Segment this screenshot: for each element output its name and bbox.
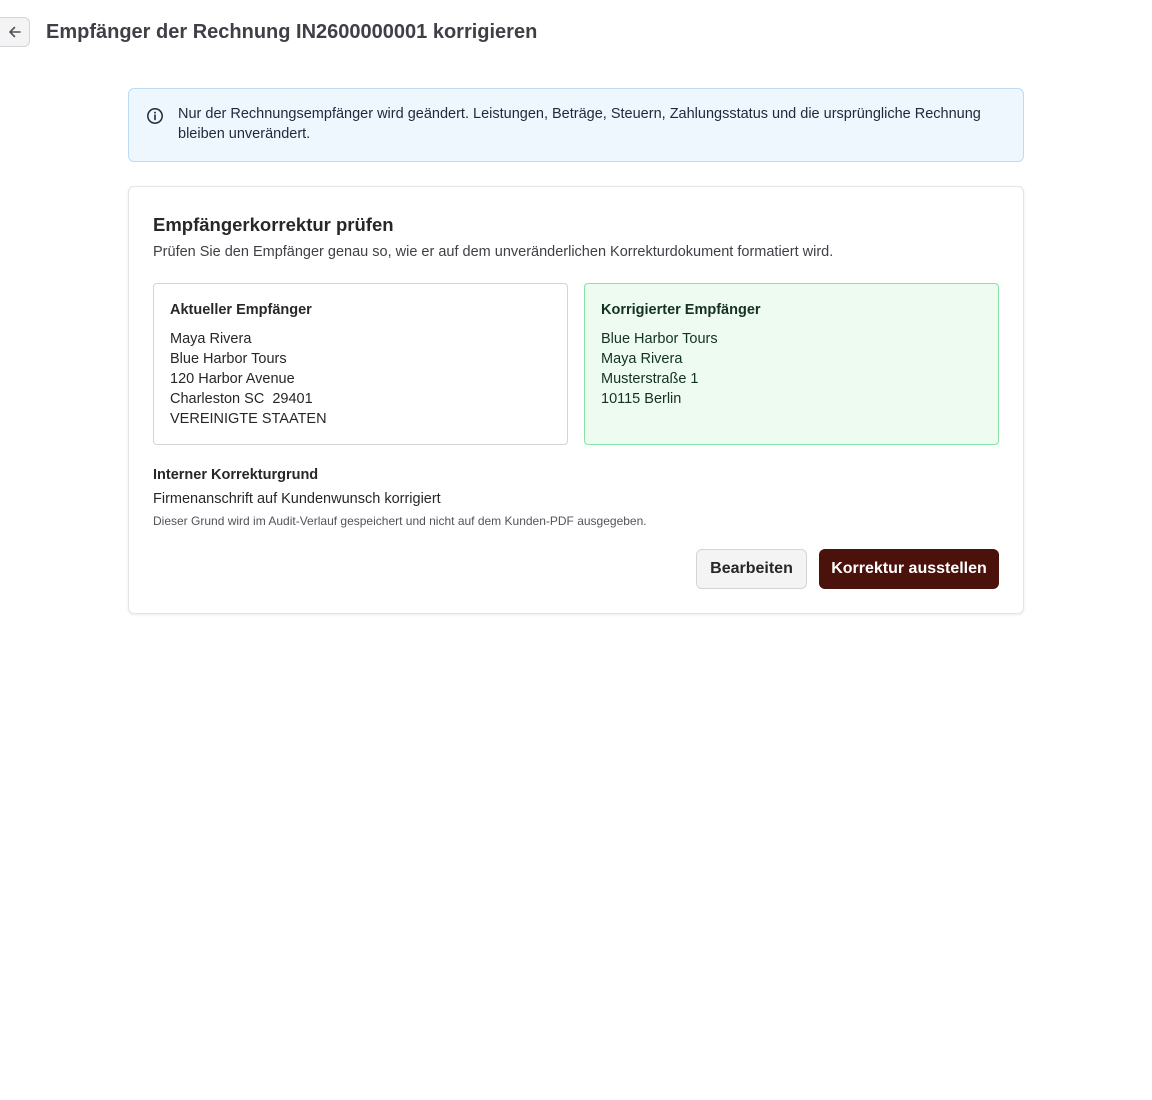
page-header xyxy=(0,17,537,47)
review-subtitle: Prüfen Sie den Empfänger genau so, wie er auf dem unveränderlichen Korrekturdokument formatiert wird. xyxy=(153,244,834,260)
address-line: Maya Rivera xyxy=(170,331,252,347)
issue-correction-button[interactable]: Korrektur ausstellen xyxy=(819,549,999,589)
address-line: Blue Harbor Tours xyxy=(170,351,287,367)
corrected-recipient-heading: Korrigierter Empfänger xyxy=(601,302,761,318)
review-title: Empfängerkorrektur prüfen xyxy=(153,214,394,235)
current-recipient-panel xyxy=(153,283,568,445)
correction-reason-hint: Dieser Grund wird im Audit-Verlauf gespeichert und nicht auf dem Kunden-PDF ausgegeben. xyxy=(153,514,647,528)
correction-reason-label: Interner Korrekturgrund xyxy=(153,467,319,483)
current-recipient-heading: Aktueller Empfänger xyxy=(170,302,312,318)
back-button[interactable] xyxy=(0,17,30,47)
address-line: Blue Harbor Tours xyxy=(601,331,718,347)
corrected-recipient-address xyxy=(601,329,982,409)
info-banner-text: Nur der Rechnungsempfänger wird geändert. Leistungen, Beträge, Steuern, Zahlungsstatus und die ursprüngliche Rechnung bleiben unverändert. xyxy=(178,106,981,142)
review-card xyxy=(128,186,1024,614)
corrected-recipient-panel xyxy=(584,283,999,445)
info-banner xyxy=(128,88,1024,162)
current-recipient-address xyxy=(170,329,551,429)
address-line: Maya Rivera xyxy=(601,351,683,367)
address-line: Charleston SC 29401 xyxy=(170,391,313,407)
correction-reason-value: Firmenanschrift auf Kundenwunsch korrigiert xyxy=(153,491,441,507)
address-line: VEREINIGTE STAATEN xyxy=(170,411,327,427)
address-line: Musterstraße 1 xyxy=(601,371,699,387)
edit-button[interactable]: Bearbeiten xyxy=(696,549,807,589)
page-title: Empfänger der Rechnung IN2600000001 korrigieren xyxy=(46,20,538,43)
arrow-left-icon xyxy=(7,24,23,40)
address-line: 120 Harbor Avenue xyxy=(170,371,295,387)
info-circle-icon xyxy=(146,107,164,125)
address-line: 10115 Berlin xyxy=(601,391,682,407)
